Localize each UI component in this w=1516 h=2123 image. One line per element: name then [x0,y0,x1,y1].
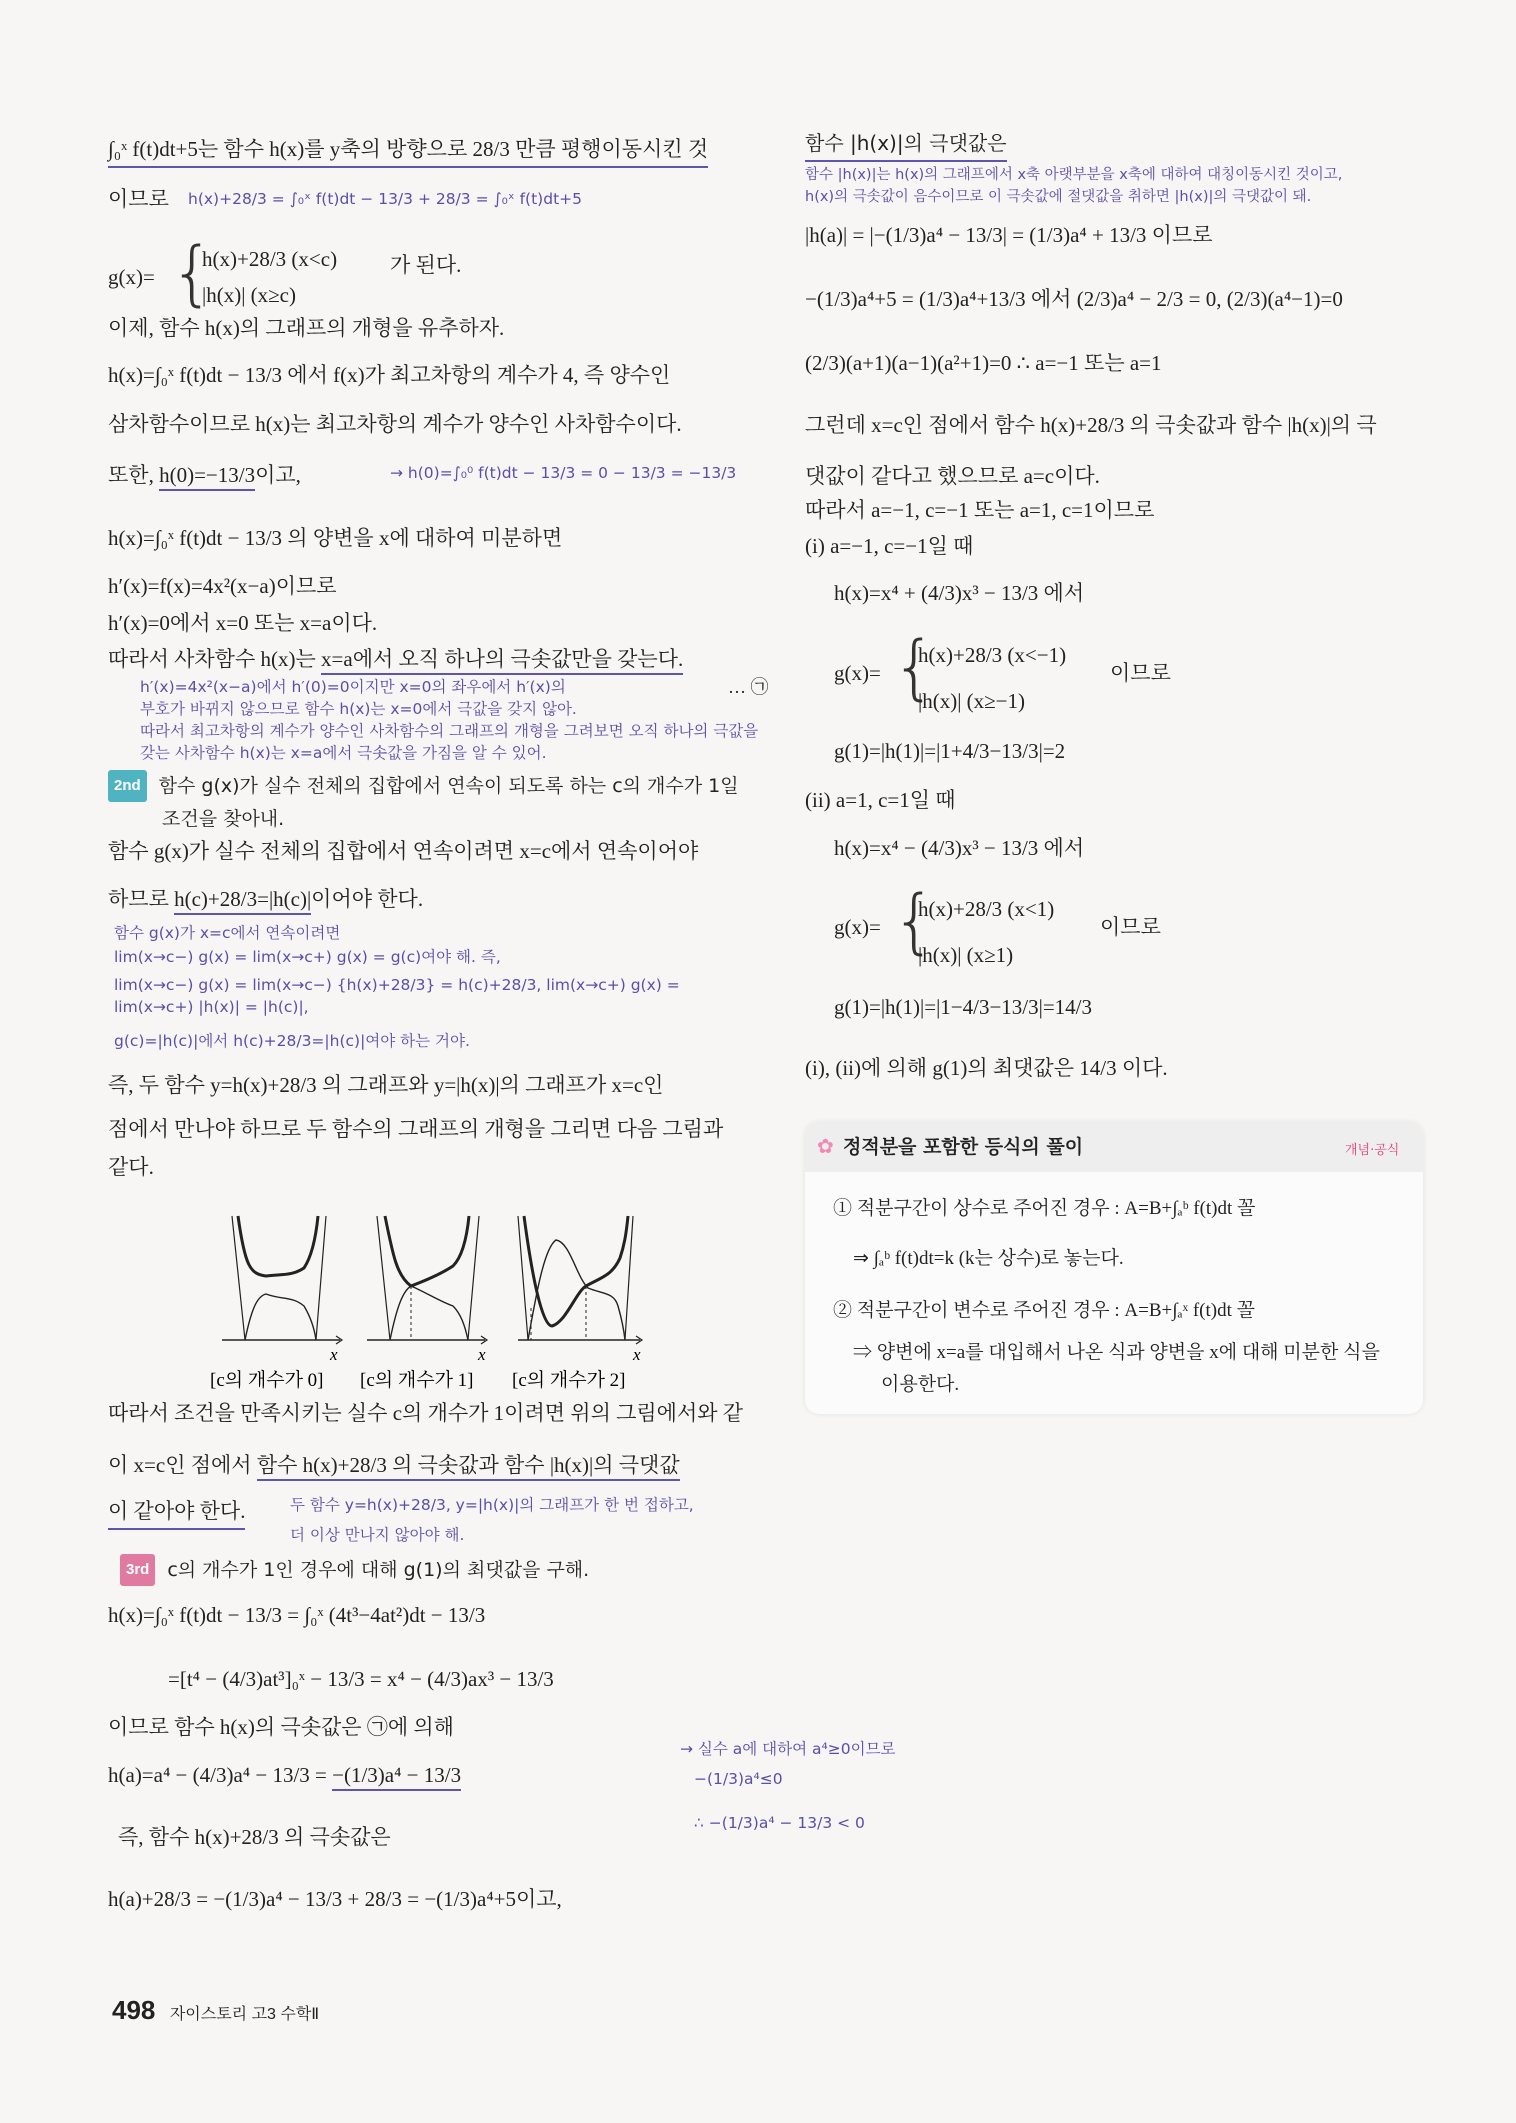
text-line: 즉, 두 함수 y=h(x)+28/3 의 그래프와 y=|h(x)|의 그래프가 x=c인 [108,1073,664,1097]
text-line: h(x)=∫₀ˣ f(t)dt − 13/3 의 양변을 x에 대하여 미분하면 [108,526,563,550]
graph-c-count-0 [222,1216,342,1344]
math-case: |h(x)| (x≥c) [202,283,296,307]
math-line: g(x)= [834,661,881,685]
step-heading [108,770,739,802]
math-line: h(x)=∫₀ˣ f(t)dt − 13/3 = ∫₀ˣ (4t³−4at²)dt − 13/3 [108,1603,486,1627]
axis-label: x [478,1345,486,1364]
step-badge: 2nd [108,770,147,802]
concept-box-tag: 개념·공식 [1345,1143,1400,1158]
text: 이 x=c인 점에서 [108,1453,257,1477]
text-line: ∫₀ˣ f(t)dt+5는 함수 h(x)를 y축의 방향으로 28/3 만큼 평행이동시킨 것 [108,134,708,168]
math-line: h(x)=x⁴ − (4/3)x³ − 13/3 에서 [834,836,1085,860]
text-line: 따라서 조건을 만족시키는 실수 c의 개수가 1이려면 위의 그림에서와 같 [108,1401,744,1425]
graph-caption: [c의 개수가 0] [210,1370,324,1391]
text-line: h′(x)=f(x)=4x²(x−a)이므로 [108,574,337,598]
text: 함수 g(x)가 실수 전체의 집합에서 연속이 되도록 하는 c의 개수가 1일 [158,775,739,797]
math-line: |h(a)| = |−(1/3)a⁴ − 13/3| = (1/3)a⁴ + 13/3 이므로 [805,223,1213,247]
text-line [108,460,301,490]
annotation-note: g(c)=|h(c)|에서 h(c)+28/3=|h(c)|여야 하는 거야. [114,1032,470,1050]
flower-icon: ✿ [817,1136,834,1158]
concept-item: ⇒ 양변에 x=a를 대입해서 나온 식과 양변을 x에 대해 미분한 식을 [853,1342,1380,1363]
annotation-note: → 실수 a에 대하여 a⁴≥0이므로 [680,1740,896,1758]
math-line: g(x)= [834,915,881,939]
text-line: 함수 |h(x)|의 극댓값은 [805,128,1007,162]
annotation-note: h(x)+28/3 = ∫₀ˣ f(t)dt − 13/3 + 28/3 = ∫₀ˣ f(t)dt+5 [188,190,582,208]
text-line: 따라서 a=−1, c=−1 또는 a=1, c=1이므로 [805,498,1155,522]
annotation-note: 더 이상 만나지 않아야 해. [290,1526,465,1544]
graph-c-count-2 [518,1216,642,1344]
math-line: g(1)=|h(1)|=|1+4/3−13/3|=2 [834,739,1066,763]
annotation-note: 두 함수 y=h(x)+28/3, y=|h(x)|의 그래프가 한 번 접하고, [290,1496,694,1514]
text-line: h′(x)=0에서 x=0 또는 x=a이다. [108,611,378,635]
text-line: 이므로 함수 h(x)의 극솟값은 ㉠에 의해 [108,1715,454,1739]
concept-box-title: 정적분을 포함한 등식의 풀이 [843,1136,1084,1158]
brace-symbol: { [170,232,215,314]
underlined-text: x=a에서 오직 하나의 극솟값만을 갖는다. [321,647,683,675]
text-line: 이므로 [1100,915,1161,939]
annotation-note: h′(x)=4x²(x−a)에서 h′(0)=0이지만 x=0의 좌우에서 h′(x)의 [140,678,566,696]
concept-box [805,1122,1423,1414]
text-line [108,884,423,914]
concept-item: 이용한다. [881,1374,960,1395]
text-line: (i), (ii)에 의해 g(1)의 최댓값은 14/3 이다. [805,1056,1168,1080]
annotation-note: lim(x→c−) g(x) = lim(x→c−) {h(x)+28/3} = h(c)+28/3, lim(x→c+) g(x) = lim(x→c+) |h(x)| = |h(c)|, [114,976,680,1016]
text: 하므로 [108,887,175,911]
underlined-math: h(c)+28/3=|h(c)| [174,887,311,915]
math-line: h(a)+28/3 = −(1/3)a⁴ − 13/3 + 28/3 = −(1/3)a⁴+5이고, [108,1887,562,1911]
brace-symbol: { [892,626,937,708]
graph-caption: [c의 개수가 1] [360,1370,474,1391]
annotation-note: 부호가 바뀌지 않으므로 함수 h(x)는 x=0에서 극값을 갖지 않아. [140,700,577,718]
text-line: (ii) a=1, c=1일 때 [805,788,956,812]
math-case: |h(x)| (x≥−1) [918,689,1025,713]
math-case: h(x)+28/3 (x<−1) [918,643,1067,667]
step-badge: 3rd [120,1554,155,1586]
concept-item: ② 적분구간이 변수로 주어진 경우 : A=B+∫ₐˣ f(t)dt 꼴 [833,1300,1255,1321]
underlined-math: −(1/3)a⁴ − 13/3 [332,1763,461,1791]
math-case: h(x)+28/3 (x<c) [202,247,338,271]
brace-symbol: { [892,880,937,962]
graph-figures [200,1196,660,1392]
book-title: 자이스토리 고3 수학Ⅱ [169,2006,320,2023]
annotation-note: h(x)의 극솟값이 음수이므로 이 극솟값에 절댓값을 취하면 |h(x)|의 극댓값이 돼. [805,189,1312,205]
math-case: h(x)+28/3 (x<1) [918,897,1055,921]
math-line: g(1)=|h(1)|=|1−4/3−13/3|=14/3 [834,995,1093,1019]
underlined-math: h(0)=−13/3 [159,463,255,491]
math-line: h(x)=x⁴ + (4/3)x³ − 13/3 에서 [834,581,1085,605]
math: h(a)=a⁴ − (4/3)a⁴ − 13/3 = [108,1763,333,1787]
text-line: 이 같아야 한다. [108,1496,245,1530]
math-line [108,1760,461,1790]
concept-item: ① 적분구간이 상수로 주어진 경우 : A=B+∫ₐᵇ f(t)dt 꼴 [833,1198,1256,1219]
concept-item: ⇒ ∫ₐᵇ f(t)dt=k (k는 상수)로 놓는다. [853,1248,1124,1269]
math-line: −(1/3)a⁴+5 = (1/3)a⁴+13/3 에서 (2/3)a⁴ − 2/3 = 0, (2/3)(a⁴−1)=0 [805,287,1343,311]
text-line: 점에서 만나야 하므로 두 함수의 그래프의 개형을 그리면 다음 그림과 [108,1117,724,1141]
text: 또한, [108,463,160,487]
text-line: 가 된다. [390,253,462,277]
annotation-note: ∴ −(1/3)a⁴ − 13/3 < 0 [694,1814,865,1832]
annotation-note: lim(x→c−) g(x) = lim(x→c+) g(x) = g(c)여야 해. 즉, [114,948,501,966]
text: 이어야 한다. [311,887,424,911]
axis-label: x [633,1345,641,1364]
text: 따라서 사차함수 h(x)는 [108,647,322,671]
axis-label: x [330,1345,338,1364]
text-line: h(x)=∫₀ˣ f(t)dt − 13/3 에서 f(x)가 최고차항의 계수가 4, 즉 양수인 [108,363,671,387]
annotation-note: 함수 g(x)가 x=c에서 연속이려면 [114,924,341,942]
underlined-text: 함수 h(x)+28/3 의 극솟값과 함수 |h(x)|의 극댓값 [257,1453,680,1481]
annotation-note: −(1/3)a⁴≤0 [694,1770,783,1788]
page-footer [112,1995,319,2026]
text-line: 이므로 [1110,661,1171,685]
text-line: 조건을 찾아내. [162,808,285,830]
annotation-note: 갖는 사차함수 h(x)는 x=a에서 극솟값을 가짐을 알 수 있어. [140,744,547,762]
math-line: g(x)= [108,265,155,289]
text-line: 즉, 함수 h(x)+28/3 의 극솟값은 [118,1825,391,1849]
math-case: |h(x)| (x≥1) [918,943,1014,967]
text-line [108,644,683,674]
text-line: 이제, 함수 h(x)의 그래프의 개형을 유추하자. [108,316,505,340]
text-line [108,1450,680,1480]
graph-caption: [c의 개수가 2] [512,1370,626,1391]
graph-c-count-1 [367,1216,487,1344]
text-line: 댓값이 같다고 했으므로 a=c이다. [805,464,1100,488]
text-line: 그런데 x=c인 점에서 함수 h(x)+28/3 의 극솟값과 함수 |h(x)|의 극 [805,413,1377,437]
math-line: (2/3)(a+1)(a−1)(a²+1)=0 ∴ a=−1 또는 a=1 [805,351,1162,375]
annotation-note: 함수 |h(x)|는 h(x)의 그래프에서 x축 아랫부분을 x축에 대하여 대칭이동시킨 것이고, [805,167,1343,183]
math-line: =[t⁴ − (4/3)at³]₀ˣ − 13/3 = x⁴ − (4/3)ax³ − 13/3 [168,1667,554,1691]
equation-marker: … ㉠ [728,677,769,697]
text: c의 개수가 1인 경우에 대해 g(1)의 최댓값을 구해. [167,1559,590,1581]
annotation-note: 따라서 최고차항의 계수가 양수인 사차함수의 그래프의 개형을 그려보면 오직 하나의 극값을 [140,722,759,740]
text-line: 삼차함수이므로 h(x)는 최고차항의 계수가 양수인 사차함수이다. [108,412,682,436]
annotation-note: → h(0)=∫₀⁰ f(t)dt − 13/3 = 0 − 13/3 = −13/3 [390,464,737,482]
page-number: 498 [112,1995,156,2025]
text-line: 같다. [108,1155,154,1179]
step-heading [120,1554,589,1586]
text-line: 함수 g(x)가 실수 전체의 집합에서 연속이려면 x=c에서 연속이어야 [108,839,699,863]
text-line: (i) a=−1, c=−1일 때 [805,534,974,558]
text: 이고, [255,463,301,487]
text-line: 이므로 [108,187,169,211]
